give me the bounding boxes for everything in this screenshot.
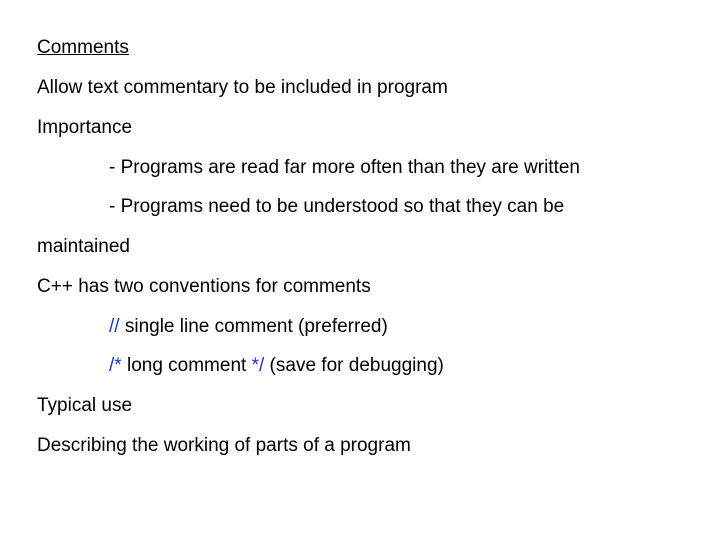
bullet-understood: - Programs need to be understood so that they can be xyxy=(109,196,565,217)
long-comment-end-text: (save for debugging) xyxy=(264,355,444,376)
long-comment-close-marker: */ xyxy=(251,355,265,376)
long-comment-open-marker: /* xyxy=(109,355,122,376)
text-line-typical-use: Typical use xyxy=(37,395,133,416)
text-line-commentary: Allow text commentary to be included in program xyxy=(37,77,448,98)
text-line-maintained: maintained xyxy=(37,236,130,257)
single-line-comment-line xyxy=(109,316,388,338)
long-comment-middle-text: long comment xyxy=(121,355,252,376)
text-line-describing: Describing the working of parts of a program xyxy=(37,435,411,456)
single-line-comment-marker: // xyxy=(109,316,120,337)
text-line-importance: Importance xyxy=(37,117,133,138)
slide-title: Comments xyxy=(37,37,129,58)
long-comment-line xyxy=(109,355,444,377)
bullet-read-more: - Programs are read far more often than they are written xyxy=(109,157,580,178)
single-line-comment-text: single line comment (preferred) xyxy=(119,316,388,337)
text-line-conventions: C++ has two conventions for comments xyxy=(37,276,371,297)
